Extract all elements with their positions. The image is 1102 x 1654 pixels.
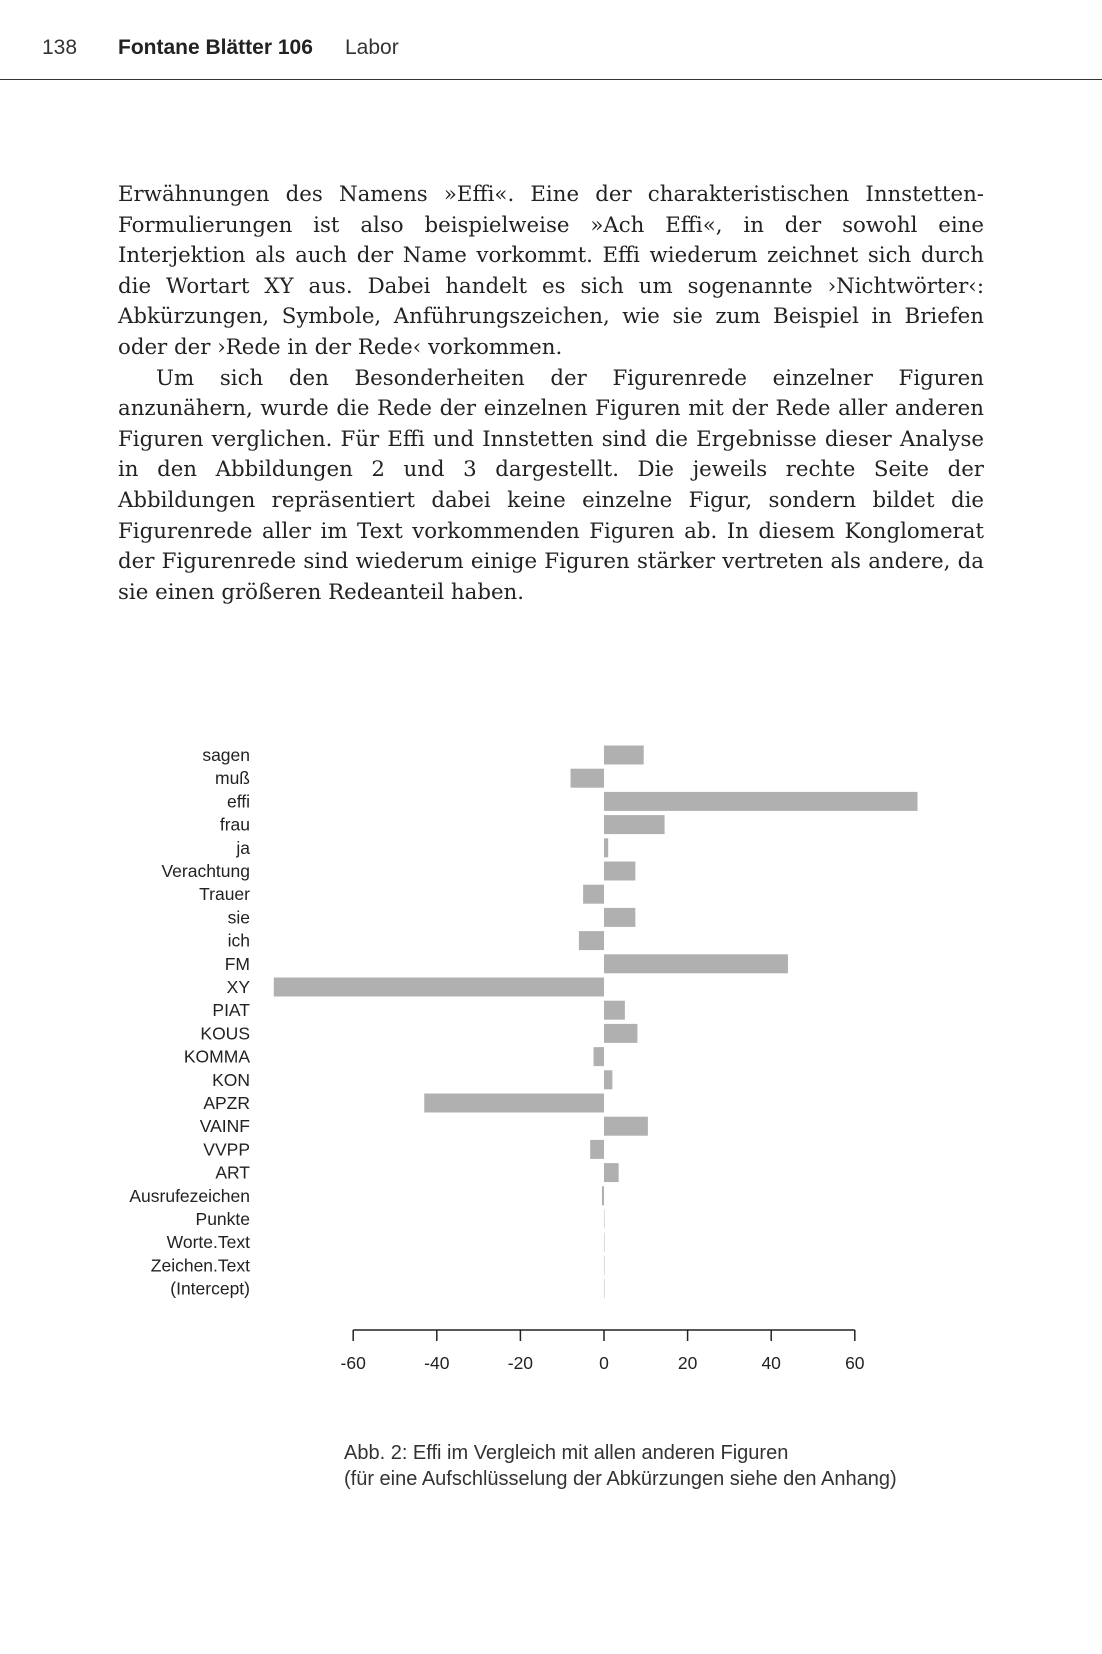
bar-chart — [0, 730, 1102, 1390]
figure-caption — [344, 1440, 897, 1492]
body-text — [118, 180, 984, 608]
x-tick-label: 20 — [677, 1353, 698, 1373]
paragraph: Um sich den Besonderheiten der Figurenrede einzelner Figuren anzunähern, wurde die Rede der einzelnen Figuren mit der Rede aller anderen Figuren verglichen. Für Effi und Innstetten sind die Ergebnisse dieser Analyse in den Abbildungen 2 und 3 dargestellt. Die jeweils rechte Seite der Abbildungen repräsentiert dabei keine einzelne Figur, sondern bildet die Figurenrede aller im Text vorkommenden Figuren ab. In diesem Konglomerat der Figurenrede sind wiederum einige Figuren stärker vertreten als andere, da sie einen größeren Redeanteil haben. — [118, 365, 984, 605]
category-label: Worte.Text — [166, 1232, 250, 1253]
x-tick-label: -60 — [340, 1353, 366, 1373]
caption-line: Abb. 2: Effi im Vergleich mit allen anderen Figuren — [344, 1442, 789, 1464]
category-label: FM — [224, 953, 250, 974]
bar — [604, 1210, 605, 1229]
category-label: muß — [215, 768, 250, 789]
bar — [604, 1001, 625, 1020]
x-tick-label: 60 — [845, 1353, 865, 1373]
category-label: KOUS — [200, 1023, 250, 1044]
section-label: Labor — [345, 36, 399, 59]
category-label: ich — [227, 930, 250, 951]
category-label: APZR — [203, 1093, 250, 1113]
page-number: 138 — [42, 36, 78, 59]
bar — [590, 1140, 604, 1159]
category-label: KON — [212, 1069, 250, 1090]
category-label: KOMMA — [183, 1046, 250, 1067]
category-label: Ausrufezeichen — [129, 1185, 250, 1206]
x-tick-label: 40 — [761, 1353, 781, 1373]
x-tick-label: -20 — [507, 1353, 534, 1373]
bar — [604, 1024, 637, 1043]
bar — [604, 792, 918, 811]
bar — [274, 978, 604, 997]
category-label: ART — [215, 1162, 250, 1183]
category-label: VVPP — [203, 1139, 250, 1160]
category-label: frau — [219, 814, 250, 835]
bar — [604, 1163, 619, 1182]
category-label: Zeichen.Text — [150, 1255, 250, 1276]
bar — [604, 1256, 605, 1275]
bar — [594, 1047, 604, 1066]
paragraph: Erwähnungen des Namens »Effi«. Eine der charakteristischen Innstetten-Formulierungen ist also beispielweise »Ach Effi«, in der sowohl eine Interjektion als auch der Name vorkommt. Effi wiederum zeichnet sich durch die Wortart XY aus. Dabei handelt es sich um sogenannte ›Nichtwörter‹: Abkürzungen, Symbole, Anführungszeichen, wie sie zum Beispiel in Briefen oder der ›Rede in der Rede‹ vorkommen. — [118, 182, 984, 360]
caption-line: (für eine Aufschlüsselung der Abkürzungen siehe den Anhang) — [344, 1468, 897, 1490]
journal-title: Fontane Blätter 106 — [118, 36, 313, 59]
bar — [583, 885, 604, 904]
x-tick-label: -40 — [424, 1353, 450, 1373]
bar — [604, 1233, 605, 1252]
bar — [604, 1117, 648, 1136]
category-label: sie — [227, 907, 250, 928]
bar — [604, 908, 635, 927]
category-label: ja — [236, 837, 250, 858]
running-header — [0, 0, 1102, 80]
category-label: Trauer — [199, 884, 250, 905]
bar — [604, 838, 608, 857]
bar — [604, 1279, 605, 1298]
category-label: Punkte — [195, 1209, 250, 1229]
x-tick-label: 0 — [599, 1353, 609, 1373]
category-label: effi — [226, 791, 250, 812]
bar — [604, 815, 665, 834]
bar — [602, 1186, 604, 1205]
bar — [604, 746, 644, 765]
category-label: VAINF — [199, 1116, 250, 1137]
category-label: XY — [226, 977, 250, 997]
bar — [604, 954, 788, 973]
bar — [571, 769, 604, 788]
category-label: Verachtung — [161, 861, 250, 881]
bar — [424, 1094, 604, 1113]
bar — [604, 1070, 612, 1089]
bar — [604, 862, 635, 881]
category-label: PIAT — [212, 1000, 250, 1021]
category-label: (Intercept) — [170, 1278, 250, 1299]
bar — [579, 931, 604, 950]
category-label: sagen — [202, 745, 250, 765]
